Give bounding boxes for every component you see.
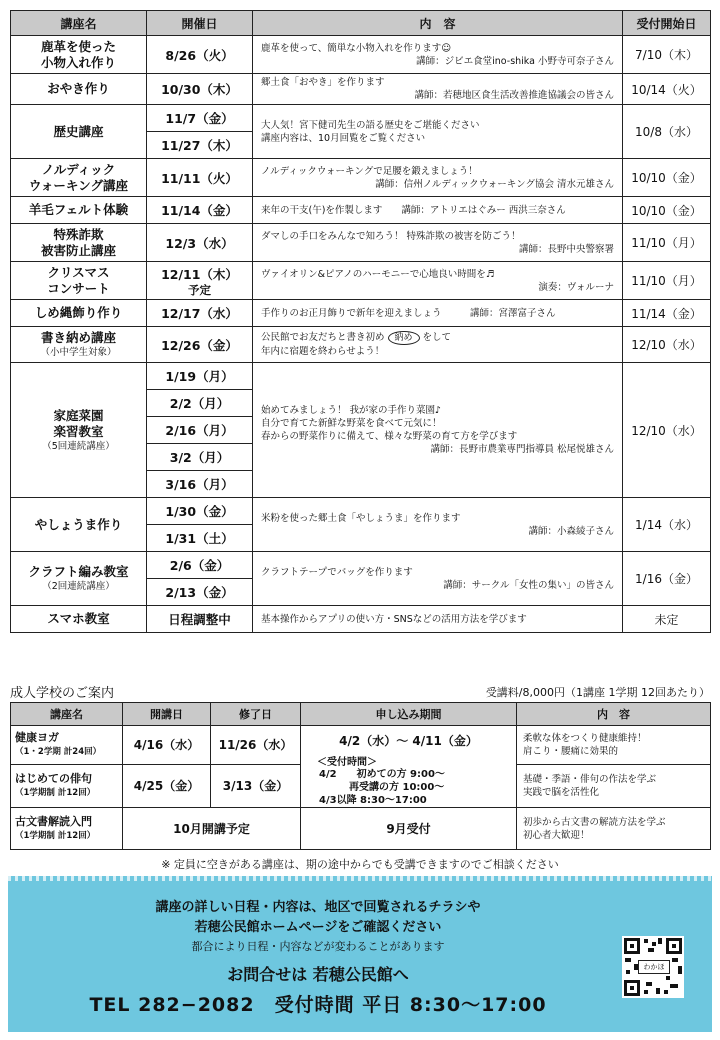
course-name: スマホ教室 [11, 606, 147, 633]
adult-close-date: 11/26（水） [211, 726, 301, 765]
course-schedule [10, 10, 710, 633]
course-content: ノルディックウォーキングで足腰を鍛えましょう！ 講師：信州ノルディックウォーキング協会 清水元雄さん [253, 159, 623, 197]
course-content: 鹿革を使って、簡単な小物入れを作ります☺ 講師：ジビエ食堂ino-shika 小野寺可奈子さん [253, 36, 623, 74]
course-date: 11/7（金） [147, 105, 253, 132]
adult-row [11, 808, 711, 850]
course-row [11, 300, 711, 327]
course-date: 1/31（土） [147, 525, 253, 552]
adult-header-apply: 申し込み期間 [301, 703, 517, 726]
lecturer: 講師：サークル「女性の集い」の皆さん [443, 579, 614, 591]
course-date: 8/26（火） [147, 36, 253, 74]
lecturer: 講師：長野市農業専門指導員 松尾悦雄さん [430, 444, 614, 455]
course-name: クラフト編み教室 （2回連続講座） [11, 552, 147, 606]
adult-table-header [11, 703, 711, 726]
registration-start: 12/10（水） [623, 327, 711, 363]
adult-open-date: 4/25（金） [123, 764, 211, 807]
info-line: 若穂公民館ホームページをご確認ください [194, 920, 442, 935]
adult-apply-period: 4/2（水）～ 4/11（金） ＜受付時間＞ 4/2 初めての方 9:00～ 再受講の方 10:00～ 4/3以降 8:30～17:00 [301, 726, 517, 808]
adult-course-name: はじめての俳句 （1学期制 計12回） [11, 764, 123, 807]
course-row [11, 327, 711, 363]
lecturer: 講師：信州ノルディックウォーキング協会 清水元雄さん [375, 178, 614, 190]
adult-close-date: 3/13（金） [211, 764, 301, 807]
course-date: 11/11（火） [147, 159, 253, 197]
course-date: 1/30（金） [147, 498, 253, 525]
adult-header-content: 内 容 [517, 703, 711, 726]
course-date: 10/30（木） [147, 74, 253, 105]
course-name: 羊毛フェルト体験 [11, 197, 147, 224]
course-name: 書き納め講座 （小中学生対象） [11, 327, 147, 363]
course-content: 公民館でお友だちと書き初め 納め をして 年内に宿題を終わらせよう！ [253, 327, 623, 363]
adult-open-merged: 10月開講予定 [123, 808, 301, 850]
adult-school-table [10, 702, 711, 850]
course-name: しめ縄飾り作り [11, 300, 147, 327]
course-date: 11/27（木） [147, 132, 253, 159]
vacancy-note: ※ 定員に空きがある講座は、期の途中からでも受講できますのでご相談ください [161, 858, 559, 871]
highlight-bubble: 納め [388, 331, 420, 345]
qr-code-icon[interactable] [622, 936, 684, 998]
adult-school-fee: 受講料/8,000円（1講座 1学期 12回あたり） [485, 686, 710, 699]
contact-heading: お問合せは 若穂公民館へ [227, 965, 409, 984]
registration-start: 7/10（木） [623, 36, 711, 74]
adult-row [11, 726, 711, 765]
registration-start: 未定 [623, 606, 711, 633]
course-date: 2/13（金） [147, 579, 253, 606]
adult-course-content: 基礎・季語・俳句の作法を学ぶ 実践で脳を活性化 [517, 764, 711, 807]
course-name: やしょうま作り [11, 498, 147, 552]
registration-start: 11/10（月） [623, 262, 711, 300]
adult-course-content: 柔軟な体をつくり健康維持！ 肩こり・腰痛に効果的 [517, 726, 711, 765]
course-row [11, 606, 711, 633]
course-name: 家庭菜園 楽習教室 （5回連続講座） [11, 363, 147, 498]
registration-start: 11/10（月） [623, 224, 711, 262]
registration-start: 10/10（金） [623, 197, 711, 224]
course-name: おやき作り [11, 74, 147, 105]
course-content: ヴァイオリン&ピアノのハーモニーで心地良い時間を♬ 演奏：ヴォルーナ [253, 262, 623, 300]
course-date: 3/16（月） [147, 471, 253, 498]
course-row [11, 363, 711, 390]
adult-school-title: 成人学校のご案内 [10, 686, 115, 701]
course-name: 歴史講座 [11, 105, 147, 159]
course-date: 12/3（水） [147, 224, 253, 262]
course-content: 手作りのお正月飾りで新年を迎えましょう 講師：宮澤富子さん [253, 300, 623, 327]
course-date: 12/26（金） [147, 327, 253, 363]
registration-start: 10/14（火） [623, 74, 711, 105]
course-name: 特殊詐欺 被害防止講座 [11, 224, 147, 262]
course-date: 2/6（金） [147, 552, 253, 579]
course-row [11, 74, 711, 105]
adult-apply-period: 9月受付 [301, 808, 517, 850]
course-date: 12/11（木） 予定 [147, 262, 253, 300]
course-content: 米粉を使った郷土食「やしょうま」を作ります 講師：小森綾子さん [253, 498, 623, 552]
course-content: 郷土食「おやき」を作ります 講師：若穂地区食生活改善推進協議会の皆さん [253, 74, 623, 105]
course-date: 12/17（水） [147, 300, 253, 327]
course-row [11, 36, 711, 74]
header-start: 受付開始日 [623, 11, 711, 36]
qr-label: わかほ [638, 960, 670, 974]
course-content: 来年の干支(午)を作製します 講師：アトリエはぐみー 西洪三奈さん [253, 197, 623, 224]
adult-header-open: 開講日 [123, 703, 211, 726]
course-name: ノルディック ウォーキング講座 [11, 159, 147, 197]
course-date: 3/2（月） [147, 444, 253, 471]
course-date: 11/14（金） [147, 197, 253, 224]
adult-course-content: 初歩から古文書の解読方法を学ぶ 初心者大歓迎！ [517, 808, 711, 850]
adult-header-close: 修了日 [211, 703, 301, 726]
course-date: 日程調整中 [147, 606, 253, 633]
course-content: ダマしの手口をみんなで知ろう！ 特殊詐欺の被害を防ごう！ 講師：長野中央警察署 [253, 224, 623, 262]
header-date: 開催日 [147, 11, 253, 36]
contact-info-box [8, 876, 712, 1032]
lecturer: 演奏：ヴォルーナ [538, 281, 614, 293]
adult-header-name: 講座名 [11, 703, 123, 726]
adult-course-name: 健康ヨガ （1・2学期 計24回） [11, 726, 123, 765]
course-table [10, 10, 711, 633]
lecturer: 講師：若穂地区食生活改善推進協議会の皆さん [414, 90, 614, 101]
registration-start: 10/8（水） [623, 105, 711, 159]
course-name: クリスマス コンサート [11, 262, 147, 300]
adult-school-header [10, 682, 710, 700]
course-date: 1/19（月） [147, 363, 253, 390]
registration-start: 11/14（金） [623, 300, 711, 327]
course-row [11, 552, 711, 579]
course-table-header [11, 11, 711, 36]
lecturer: 講師：長野中央警察署 [518, 243, 614, 255]
info-notice: 都合により日程・内容などが変わることがあります [191, 940, 445, 953]
course-row [11, 224, 711, 262]
lecturer: 講師：小森綾子さん [528, 525, 614, 537]
header-course-name: 講座名 [11, 11, 147, 36]
course-row [11, 262, 711, 300]
lecturer: 講師：ジビエ食堂ino-shika 小野寺可奈子さん [416, 55, 614, 67]
registration-start: 1/16（金） [623, 552, 711, 606]
course-name: 鹿革を使った 小物入れ作り [11, 36, 147, 74]
registration-start: 1/14（水） [623, 498, 711, 552]
course-content: クラフトテープでバッグを作ります 講師：サークル「女性の集い」の皆さん [253, 552, 623, 606]
header-content: 内 容 [253, 11, 623, 36]
info-line: 講座の詳しい日程・内容は、地区で回覧されるチラシや [155, 900, 481, 915]
course-date: 2/2（月） [147, 390, 253, 417]
course-date: 2/16（月） [147, 417, 253, 444]
course-row [11, 105, 711, 132]
registration-start: 12/10（水） [623, 363, 711, 498]
registration-start: 10/10（金） [623, 159, 711, 197]
adult-course-name: 古文書解読入門 （1学期制 計12回） [11, 808, 123, 850]
course-content: 基本操作からアプリの使い方・SNSなどの活用方法を学びます [253, 606, 623, 633]
adult-open-date: 4/16（水） [123, 726, 211, 765]
course-row [11, 197, 711, 224]
course-content: 大人気！宮下健司先生の語る歴史をご堪能ください 講座内容は、10月回覧をご覧ください [253, 105, 623, 159]
decorative-edge [8, 876, 712, 881]
course-row [11, 498, 711, 525]
contact-phone-hours: TEL 282−2082 受付時間 平日 8:30～17:00 [89, 994, 547, 1016]
course-content: 始めてみましょう！ 我が家の手作り菜園♪ 自分で育てた新鮮な野菜を食べて元気に！ 春からの野菜作りに備えて、様々な野菜の育て方を学びます 講師：長野市農業専門指導員 松尾悦雄さん [253, 363, 623, 498]
course-row [11, 159, 711, 197]
